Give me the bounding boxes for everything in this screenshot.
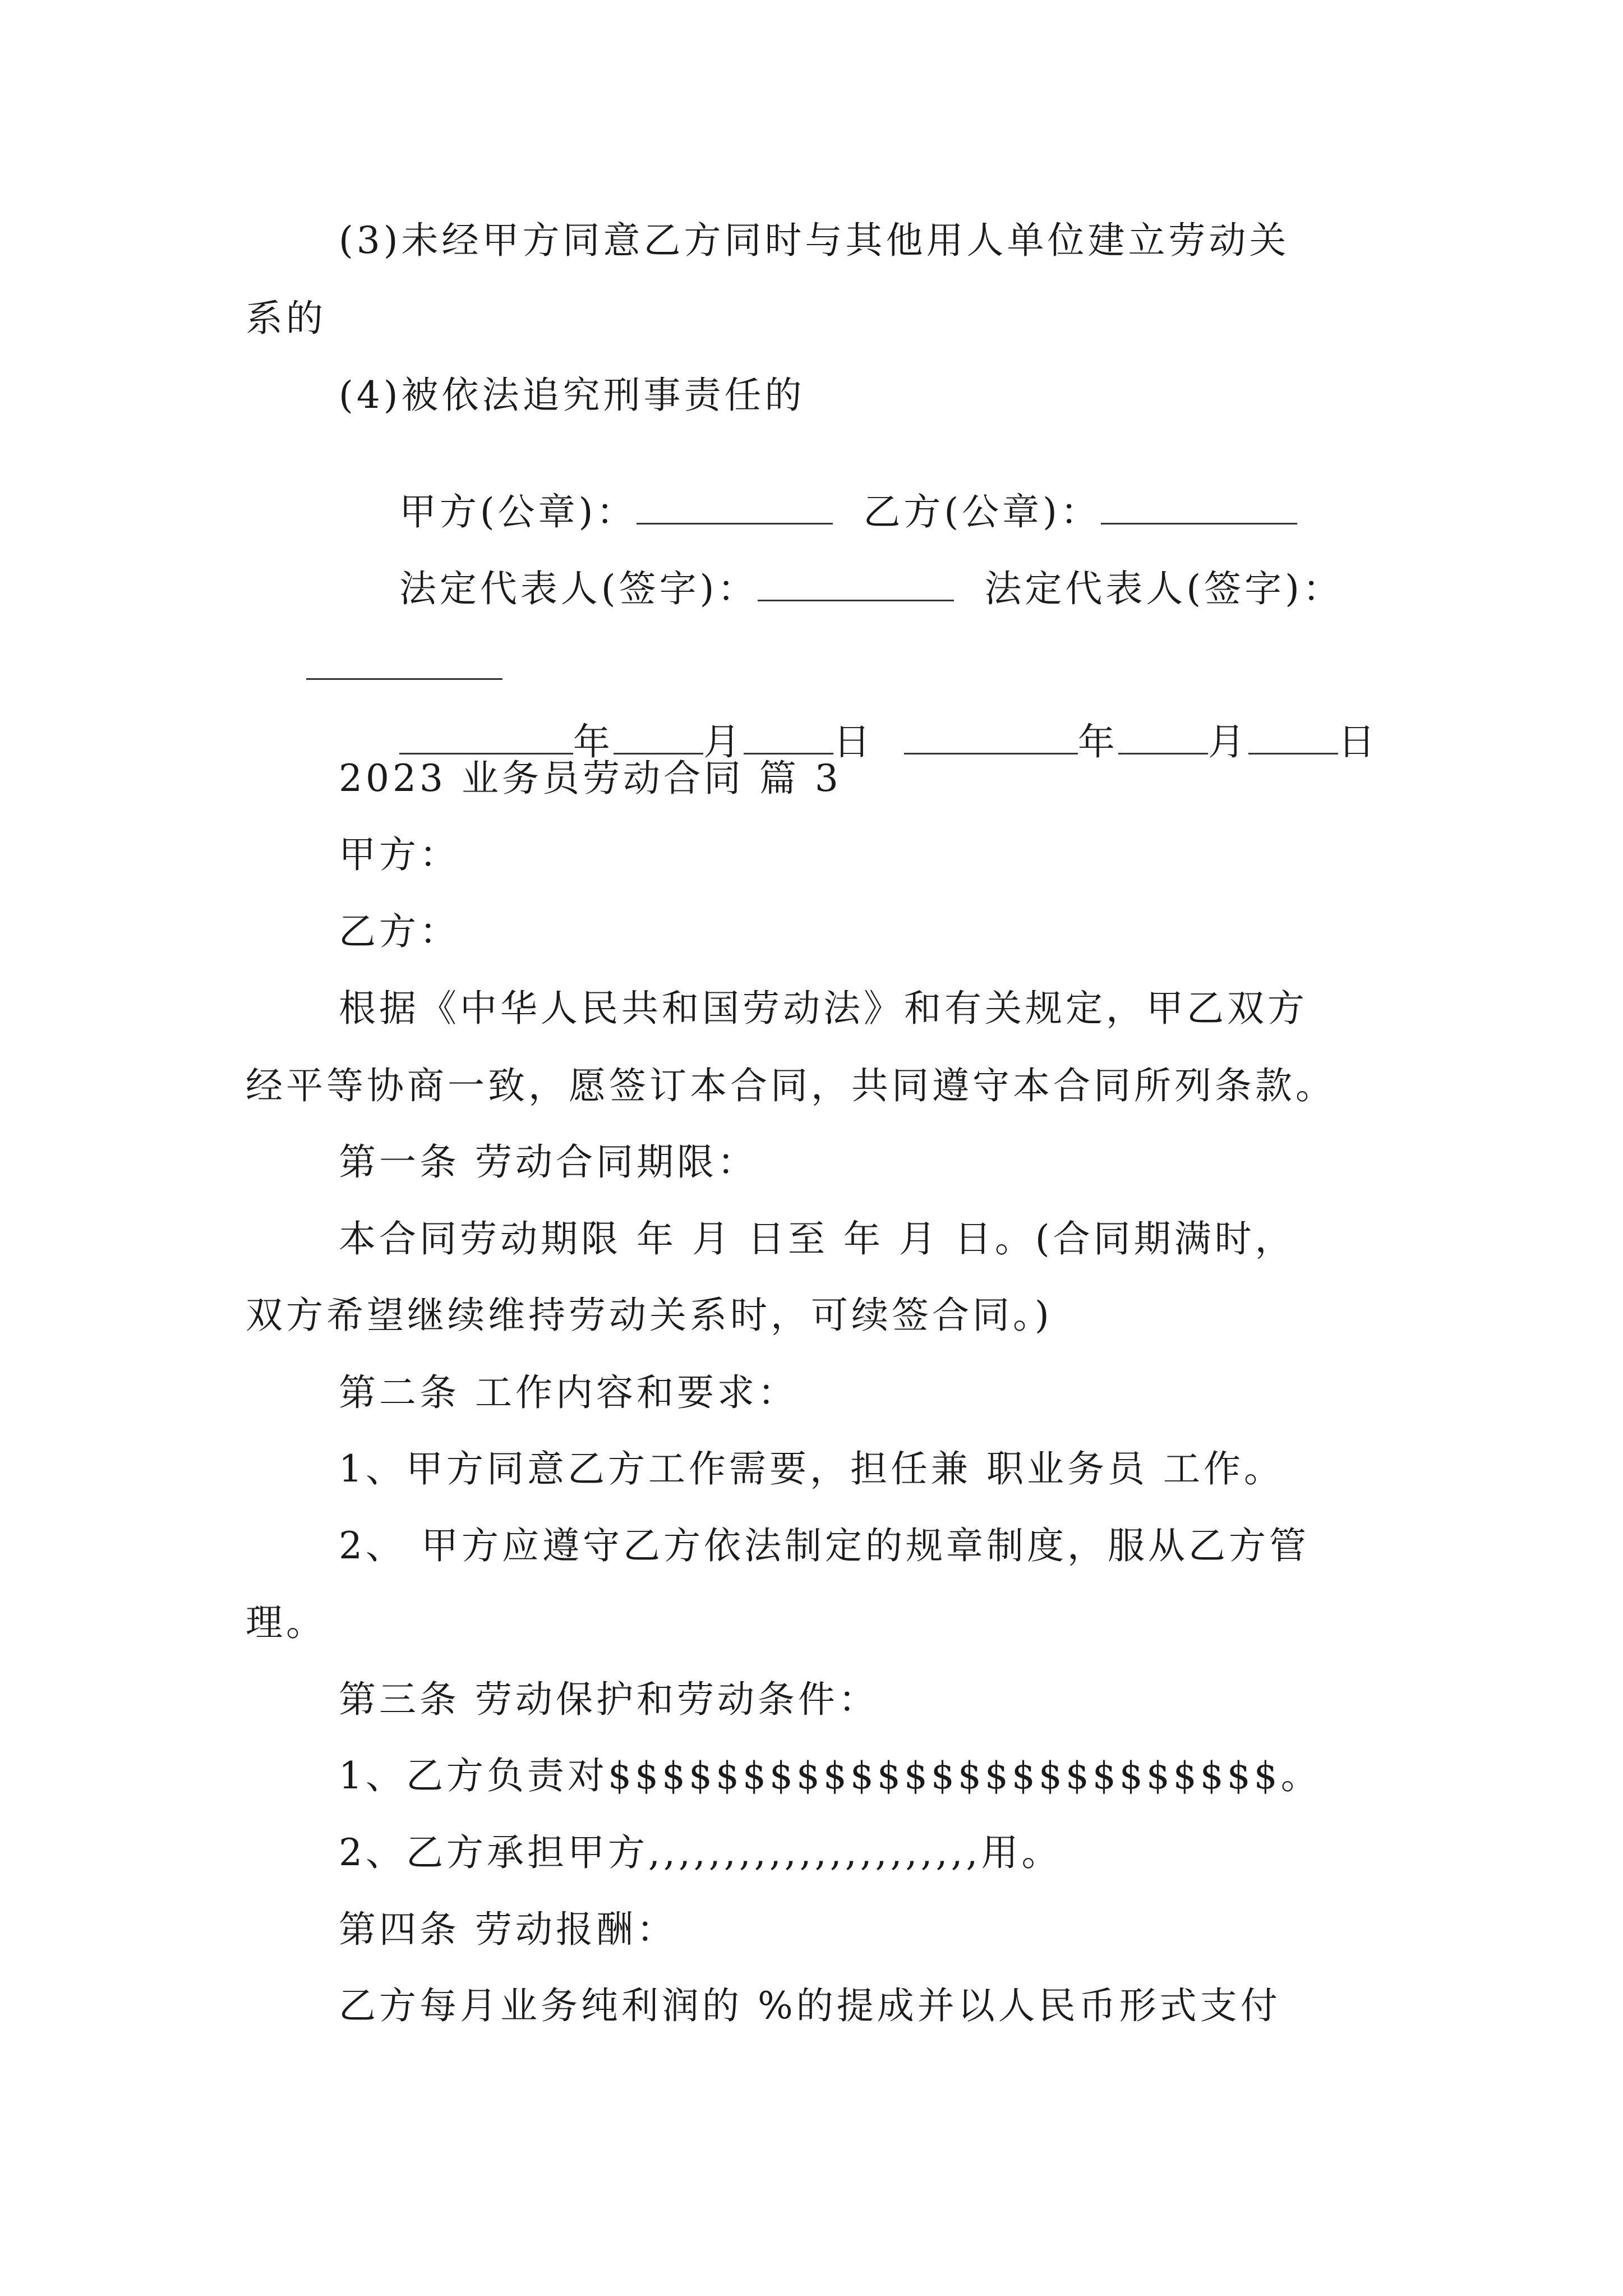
party-b-day-label: 日 — [1338, 720, 1378, 763]
article-3-item-2: 2、乙方承担甲方,,,,,,,,,,,,,,,,,,,,,,用。 — [339, 1831, 1062, 1874]
party-a-year-label: 年 — [573, 720, 614, 763]
party-a-month-label: 月 — [703, 720, 744, 763]
party-b-rep-blank — [306, 646, 502, 680]
party-a-month-blank — [614, 720, 703, 754]
article-2-heading: 第二条 工作内容和要求： — [339, 1371, 798, 1414]
article-2-item-2: 2、 甲方应遵守乙方依法制定的规章制度，服从乙方管 — [339, 1524, 1310, 1567]
article-1-text-2: 双方希望继续维持劳动关系时，可续签合同。) — [246, 1294, 1053, 1337]
party-a-rep-label: 法定代表人(签字)： — [399, 567, 758, 610]
article-2-item-1: 1、甲方同意乙方工作需要，担任兼 职业务员 工作。 — [339, 1447, 1284, 1490]
article-4-text-1: 乙方每月业务纯利润的 %的提成并以人民币形式支付 — [339, 1984, 1281, 2027]
article-3-item-1: 1、乙方负责对$$$$$$$$$$$$$$$$$$$$$$$$$。 — [339, 1754, 1321, 1797]
party-b-month-label: 月 — [1207, 720, 1248, 763]
preamble-line-2: 经平等协商一致，愿签订本合同，共同遵守本合同所列条款。 — [246, 1064, 1336, 1107]
party-a-rep-blank — [758, 567, 954, 601]
clause-line-4: (4)被依法追究刑事责任的 — [339, 374, 805, 417]
preamble-line-1: 根据《中华人民共和国劳动法》和有关规定，甲乙双方 — [339, 987, 1308, 1030]
party-a-day-label: 日 — [833, 720, 874, 763]
party-b-rep-label: 法定代表人(签字)： — [984, 567, 1343, 610]
party-a-day-blank — [744, 720, 833, 754]
article-3-heading: 第三条 劳动保护和劳动条件： — [339, 1678, 879, 1721]
party-a-seal-label: 甲方(公章)： — [399, 490, 637, 533]
party-a-line: 甲方： — [339, 833, 460, 876]
article-1-text-1: 本合同劳动期限 年 月 日至 年 月 日。(合同期满时， — [339, 1217, 1295, 1260]
party-b-seal-label: 乙方(公章)： — [863, 490, 1101, 533]
section-heading: 2023 业务员劳动合同 篇 3 — [339, 757, 842, 800]
party-b-month-blank — [1118, 720, 1208, 754]
party-b-seal-blank — [1101, 490, 1297, 524]
article-2-item-2-cont: 理。 — [246, 1601, 326, 1644]
party-b-year-blank — [904, 720, 1078, 754]
party-b-year-label: 年 — [1077, 720, 1118, 763]
clause-line-3-cont: 系的 — [246, 297, 326, 340]
party-b-day-blank — [1248, 720, 1338, 754]
party-a-year-blank — [399, 720, 573, 754]
article-4-heading: 第四条 劳动报酬： — [339, 1908, 677, 1951]
party-b-line: 乙方： — [339, 910, 460, 953]
article-1-heading: 第一条 劳动合同期限： — [339, 1140, 758, 1184]
clause-line-3: (3)未经甲方同意乙方同时与其他用人单位建立劳动关 — [339, 219, 1290, 262]
party-a-seal-blank — [637, 490, 833, 524]
